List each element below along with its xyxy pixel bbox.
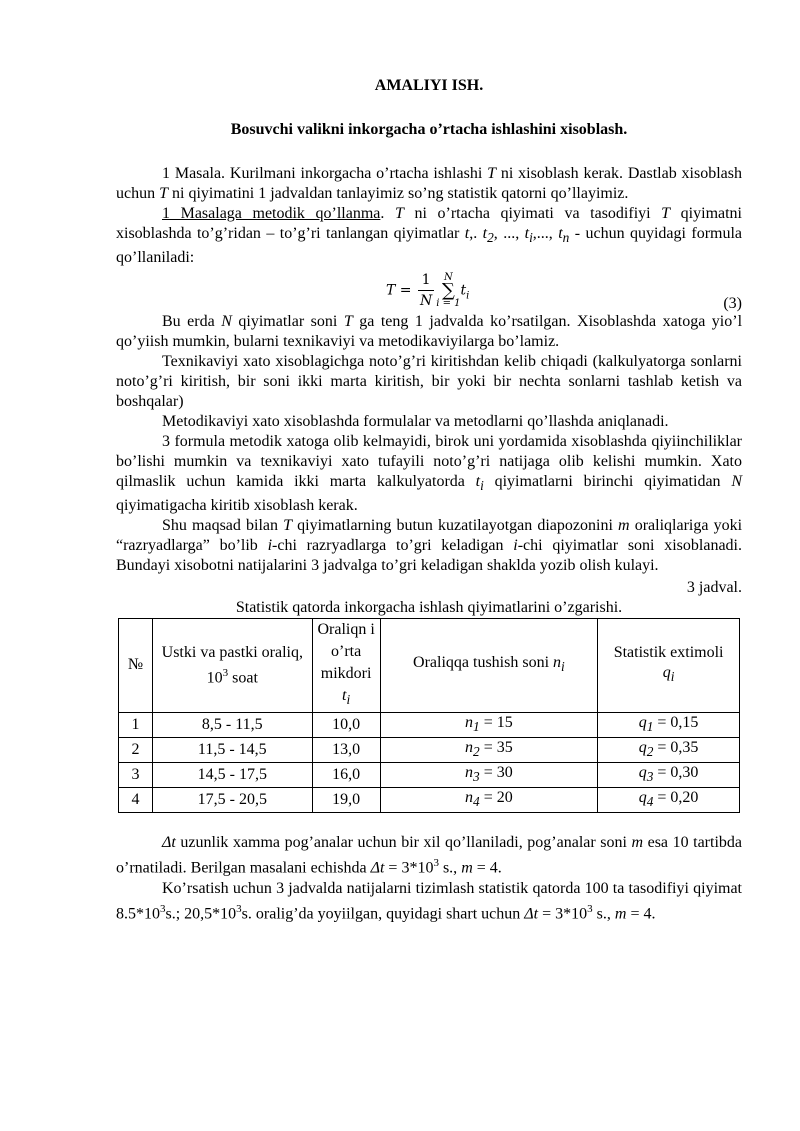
probability-value: = 0,15 xyxy=(653,713,699,731)
symbol-q: q xyxy=(638,738,647,756)
cell-probability xyxy=(598,762,740,787)
count-value: = 20 xyxy=(479,789,513,807)
text-run: ga teng 1 jadvalda ko’rsatilgan. Xisoblashda xatoga yio’l qo’yiish mumkin, bularni texnikaviyi va metodikaviyilarga bo’lamiz. xyxy=(116,313,743,351)
table-body xyxy=(119,712,740,813)
cell-range: 14,5 - 17,5 xyxy=(152,762,312,787)
page-title: AMALIYI ISH. xyxy=(374,77,484,94)
formula-number: (3) xyxy=(723,295,742,313)
symbol-n: n xyxy=(465,789,474,807)
cell-probability xyxy=(598,737,740,762)
text-run: s. oralig’da yoyiilgan, quyidagi shart uchun xyxy=(241,904,525,922)
text-run: Shu maqsad bilan xyxy=(162,517,284,535)
text-run: . xyxy=(380,205,395,222)
table-label: 3 jadval. xyxy=(686,579,742,597)
cell-range: 8,5 - 11,5 xyxy=(152,712,312,737)
header-text: Ustki va pastki oraliq, 10 xyxy=(161,643,303,687)
subscript: i xyxy=(670,669,675,685)
subscript: i xyxy=(480,478,484,494)
paragraph-example xyxy=(116,879,742,924)
symbol-T: T xyxy=(343,313,353,331)
formula-fraction xyxy=(418,270,434,311)
text-run: qiyimatni xisoblashda to’g’ridan – to’g’ri tanlangan qiyimatlar xyxy=(116,205,742,242)
symbol-delta-t: Δt xyxy=(370,859,385,877)
symbol-q: q xyxy=(638,789,647,807)
subscript: 2 xyxy=(646,743,654,759)
symbol-t: t xyxy=(342,687,347,705)
guide-heading: 1 Masalaga metodik qo’llanma xyxy=(162,205,381,222)
header-count xyxy=(380,619,598,712)
fraction-denominator: N xyxy=(419,293,433,310)
text-run: ni o’rtacha qiyimati va tasodifiyi xyxy=(403,205,662,222)
symbol-delta-t: Δt xyxy=(162,834,176,852)
header-text: Oraliqn i o’rta mikdori xyxy=(317,621,375,683)
paragraph-formula-note xyxy=(116,432,742,516)
text-run: s., xyxy=(438,859,462,877)
symbol-t: t xyxy=(558,225,563,242)
cell-midpoint: 13,0 xyxy=(312,737,380,762)
cell-number: 3 xyxy=(119,762,153,787)
text-run: esa 10 tartibda o’rnatiladi. Berilgan masalani echishda xyxy=(116,834,743,877)
text-run: oraliqlariga yoki “razryadlarga” bo’lib xyxy=(116,517,743,555)
probability-value: = 0,20 xyxy=(653,789,699,807)
header-text: soat xyxy=(228,669,258,687)
sum-sigma: ∑ xyxy=(441,279,455,301)
probability-value: = 0,35 xyxy=(653,738,699,756)
cell-count xyxy=(380,762,598,787)
subscript: i xyxy=(561,659,565,675)
formula-sub: i xyxy=(466,290,470,302)
probability-value: = 0,30 xyxy=(653,763,699,781)
superscript: 3 xyxy=(222,666,229,679)
text-run: uzunlik xamma pog’analar uchun bir xil qo’llaniladi, pog’analar soni xyxy=(175,834,632,852)
symbol-m: m xyxy=(461,859,473,877)
paragraph-guide xyxy=(116,204,742,268)
cell-number: 1 xyxy=(119,712,153,737)
table-caption: Statistik qatorda inkorgacha ishlash qiyimatlarini o’zgarishi. xyxy=(235,599,623,617)
table-row xyxy=(119,737,740,762)
header-text: Statistik extimoli xyxy=(613,644,724,662)
symbol-delta-t: Δt xyxy=(524,904,539,922)
table-header-row xyxy=(119,619,740,712)
cell-number: 4 xyxy=(119,788,153,813)
text-run: 3 formula metodik xatoga olib kelmayidi, birok uni yordamida xisoblashda qiyiinchiliklar bo’lishi mumkin va texnikaviyi xato tufayili noto’g’ri natijaga olib kelishi mumkin. Xato qilmaslik uchun kamida ikki marta kalkulyatorda xyxy=(116,433,742,491)
symbol-T: T xyxy=(661,205,671,222)
subscript: i xyxy=(346,692,351,708)
text-run: Bu erda xyxy=(162,313,222,331)
cell-probability xyxy=(598,712,740,737)
superscript: 3 xyxy=(160,902,166,915)
header-probability xyxy=(598,619,740,712)
symbol-T: T xyxy=(159,185,169,202)
formula-sum xyxy=(436,273,460,309)
statistics-table xyxy=(118,618,740,813)
symbol-t: t xyxy=(524,225,530,242)
count-value: = 30 xyxy=(479,763,513,781)
text-run: -chi qiyimatlar soni xisoblanadi. Bundayi xisobotni natijalarini 3 jadvalga to’gri keladigan shaklda yozib olish kulayi. xyxy=(116,537,742,575)
header-range xyxy=(152,619,312,712)
symbol-T: T xyxy=(487,165,497,182)
formula-t: t xyxy=(460,282,467,299)
superscript: 3 xyxy=(587,902,593,915)
symbol-q: q xyxy=(662,664,671,682)
cell-count xyxy=(380,788,598,813)
text-run: = 3*10 xyxy=(384,859,434,877)
text-run: qiyimatlarning butun kuzatilayotgan diapozonini xyxy=(292,517,619,535)
cell-range: 17,5 - 20,5 xyxy=(152,788,312,813)
text-run: 1 Masala. Kurilmani inkorgacha o’rtacha ishlashi xyxy=(162,165,488,182)
symbol-t: t xyxy=(464,225,470,242)
symbol-T: T xyxy=(283,517,293,535)
table-row xyxy=(119,712,740,737)
cell-count xyxy=(380,737,598,762)
symbol-t: t xyxy=(482,225,488,242)
paragraph-step xyxy=(116,833,742,878)
subscript: 1 xyxy=(473,718,480,734)
formula-expression xyxy=(386,270,469,311)
subscript: 3 xyxy=(646,769,654,785)
symbol-n: n xyxy=(465,713,474,731)
superscript: 3 xyxy=(236,902,242,915)
symbol-N: N xyxy=(221,313,232,331)
text-run: = 3*10 xyxy=(538,904,588,922)
formula-lhs: T xyxy=(386,282,396,299)
cell-midpoint: 19,0 xyxy=(312,788,380,813)
symbol-T: T xyxy=(394,205,404,222)
count-value: = 15 xyxy=(479,713,513,731)
text-run: qiyimatlarni birinchi qiyimatidan xyxy=(483,473,732,491)
text-run: -chi razryadlarga to’gri keladigan xyxy=(272,537,514,555)
count-value: = 35 xyxy=(479,738,513,756)
symbol-m: m xyxy=(631,834,644,852)
cell-number: 2 xyxy=(119,737,153,762)
document-content xyxy=(116,76,742,924)
text-run: - uchun quyidagi formula qo’llaniladi: xyxy=(116,225,743,267)
symbol-t: t xyxy=(475,473,481,491)
paragraph-explain xyxy=(116,312,742,352)
cell-range: 11,5 - 14,5 xyxy=(152,737,312,762)
subscript: 2 xyxy=(473,743,480,759)
paragraph-ranges xyxy=(116,516,742,576)
text-run: = 4. xyxy=(472,859,502,877)
symbol-n: n xyxy=(465,763,474,781)
symbol-i: i xyxy=(267,537,273,555)
subscript: i xyxy=(529,230,533,246)
cell-probability xyxy=(598,788,740,813)
text-run: s., xyxy=(592,904,615,922)
cell-midpoint: 10,0 xyxy=(312,712,380,737)
formula-eq: = xyxy=(395,282,416,299)
cell-count xyxy=(380,712,598,737)
sum-upper: N xyxy=(444,271,453,283)
header-midpoint xyxy=(312,619,380,712)
table-row xyxy=(119,762,740,787)
header-text: Oraliqqa tushish soni xyxy=(413,654,554,672)
paragraph-task xyxy=(116,164,742,204)
symbol-i: i xyxy=(513,537,518,555)
text-run: = 4. xyxy=(626,904,656,922)
formula-3 xyxy=(116,270,742,312)
sum-lower: i = 1 xyxy=(436,297,461,309)
text-run: , ..., xyxy=(493,225,525,242)
header-number: № xyxy=(119,619,153,712)
symbol-q: q xyxy=(638,713,647,731)
symbol-n: n xyxy=(465,738,474,756)
text-run: qiyimatigacha kiritib xisoblash kerak. xyxy=(116,497,358,515)
text-run: ni qiyimatini 1 jadvaldan tanlayimiz so’ng statistik qatorni qo’llayimiz. xyxy=(168,185,629,202)
symbol-n: n xyxy=(553,654,562,672)
text-run: Ko’rsatish uchun 3 jadvalda natijalarni tizimlash statistik qatorda 100 ta tasodifiyi qiyimat 8.5*10 xyxy=(116,879,742,922)
text-run: s.; 20,5*10 xyxy=(165,904,237,922)
fraction-numerator: 1 xyxy=(418,270,434,291)
symbol-m: m xyxy=(618,517,630,535)
symbol-N: N xyxy=(731,473,742,491)
superscript: 3 xyxy=(433,857,439,870)
paragraph-technical-error: Texnikaviyi xato xisoblagichga noto’g’ri kiritishdan kelib chiqadi (kalkulyatorga sonlarni noto’g’ri kiritish, bir soni ikki marta kiritish, bir yoki bir nechta sonlarni tashlab ketish va boshqalar) xyxy=(116,353,742,411)
paragraph-method-error: Metodikaviyi xato xisoblashda formulalar va metodlarni qo’llashda aniqlanadi. xyxy=(162,413,669,431)
table-row xyxy=(119,788,740,813)
text-run: ,. xyxy=(469,225,483,242)
subscript: 1 xyxy=(646,718,654,734)
text-run: ,..., xyxy=(532,225,559,242)
symbol-q: q xyxy=(638,763,647,781)
subscript: 4 xyxy=(473,794,480,810)
subscript: 2 xyxy=(487,230,494,246)
page-subtitle: Bosuvchi valikni inkorgacha o’rtacha ishlashini xisoblash. xyxy=(230,121,628,138)
cell-midpoint: 16,0 xyxy=(312,762,380,787)
subscript: n xyxy=(562,230,570,246)
text-run: ni xisoblash kerak. Dastlab xisoblash uchun xyxy=(116,165,742,202)
symbol-m: m xyxy=(614,904,627,922)
subscript: 3 xyxy=(473,769,480,785)
subscript: 4 xyxy=(646,794,654,810)
text-run: qiyimatlar soni xyxy=(231,313,344,331)
